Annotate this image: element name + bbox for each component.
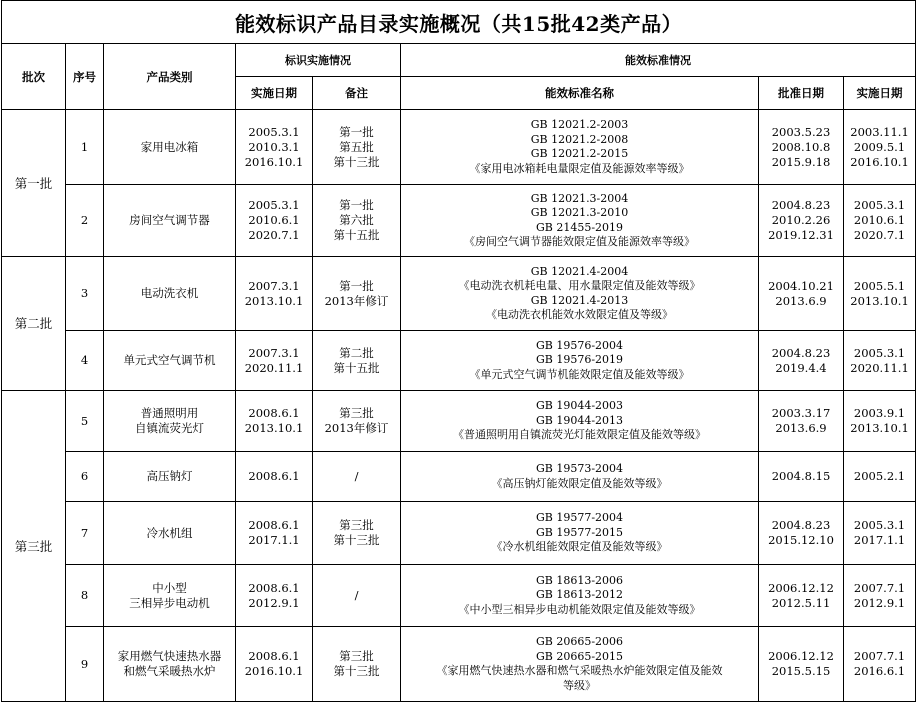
- cell-line: GB 19576-2019: [535, 353, 624, 367]
- cell-line: /: [354, 469, 359, 483]
- standard-name-cell: [401, 110, 759, 185]
- cell-line: 《中小型三相异步电动机能效限定值及能效等级》: [458, 602, 701, 616]
- std-impl-date-cell: [844, 257, 916, 331]
- cell-line: 2004.10.21: [768, 278, 834, 293]
- cell-line: 2004.8.15: [771, 469, 831, 483]
- approve-date-cell: [759, 565, 844, 627]
- cell-line: GB 19577-2004: [535, 511, 624, 525]
- cell-line: 第十三批: [333, 154, 380, 169]
- note-cell: [313, 452, 401, 502]
- cell-line: 《房间空气调节器能效限定值及能源效率等级》: [464, 235, 695, 248]
- cell-line: GB 19573-2004: [535, 462, 624, 475]
- standard-name-cell: [401, 185, 759, 257]
- header-batch: 批次: [2, 44, 66, 110]
- cell-line: GB 18613-2012: [535, 588, 624, 602]
- cell-line: 2004.8.23: [771, 345, 831, 360]
- approve-date-cell: [759, 391, 844, 452]
- cell-line: 2016.10.1: [244, 664, 304, 678]
- cell-line: 2012.9.1: [248, 595, 300, 610]
- seq-cell: 9: [66, 627, 104, 702]
- header-label-group: 标识实施情况: [236, 44, 401, 77]
- approve-date-cell: [759, 185, 844, 257]
- cell-line: GB 20665-2015: [535, 649, 624, 663]
- seq-cell: 4: [66, 331, 104, 391]
- cell-line: 2003.9.1: [853, 406, 906, 420]
- cell-line: 2005.5.1: [853, 278, 906, 293]
- cell-line: GB 18613-2006: [535, 573, 624, 587]
- standard-name-cell: [401, 391, 759, 452]
- cell-line: 2016.10.1: [244, 154, 304, 169]
- impl-date-cell: [236, 452, 313, 502]
- cell-line: 2010.2.26: [771, 213, 831, 227]
- standard-name-cell: [401, 565, 759, 627]
- cell-line: 2013.10.1: [850, 421, 909, 435]
- cell-line: GB 12021.4-2004: [530, 264, 629, 278]
- standard-name-cell: [401, 331, 759, 391]
- cell-line: 高压钠灯: [146, 469, 193, 483]
- product-cell: [104, 627, 236, 702]
- header-approve-date: 批准日期: [759, 77, 844, 110]
- cell-line: 第三批: [339, 649, 374, 663]
- approve-date-cell: [759, 257, 844, 331]
- seq-cell: 1: [66, 110, 104, 185]
- std-impl-date-cell: [844, 627, 916, 702]
- cell-line: GB 12021.4-2013: [530, 293, 629, 307]
- note-cell: [313, 331, 401, 391]
- cell-line: 2012.5.11: [771, 595, 831, 610]
- cell-line: GB 19044-2013: [535, 413, 624, 427]
- batch-cell: 第三批: [2, 391, 66, 702]
- note-cell: [313, 565, 401, 627]
- seq-cell: 2: [66, 185, 104, 257]
- impl-date-cell: [236, 391, 313, 452]
- cell-line: 《家用燃气快速热水器和燃气采暖热水炉能效限定值及能效: [436, 664, 723, 677]
- table-row: [2, 502, 916, 565]
- cell-line: 2005.3.1: [248, 198, 300, 212]
- product-cell: [104, 565, 236, 627]
- approve-date-cell: [759, 110, 844, 185]
- table-row: [2, 452, 916, 502]
- header-std-impl-date: 实施日期: [844, 77, 916, 110]
- cell-line: 第三批: [339, 518, 374, 532]
- cell-line: 2013.10.1: [850, 293, 909, 308]
- approve-date-cell: [759, 452, 844, 502]
- cell-line: 房间空气调节器: [129, 213, 210, 227]
- table-row: [2, 110, 916, 185]
- cell-line: 自镇流荧光灯: [135, 421, 204, 435]
- cell-line: 第十三批: [333, 533, 380, 547]
- cell-line: GB 20665-2006: [535, 635, 624, 648]
- table-title: 能效标识产品目录实施概况（共15批42类产品）: [2, 1, 916, 44]
- cell-line: /: [354, 588, 359, 602]
- cell-line: 家用电冰箱: [140, 139, 199, 154]
- product-cell: [104, 331, 236, 391]
- standard-name-cell: [401, 452, 759, 502]
- cell-line: GB 19044-2003: [535, 399, 624, 413]
- cell-line: 2008.10.8: [771, 139, 831, 154]
- impl-date-cell: [236, 627, 313, 702]
- note-cell: [313, 257, 401, 331]
- cell-line: 2004.8.23: [771, 518, 831, 532]
- cell-line: 第十五批: [333, 228, 380, 242]
- cell-line: 第三批: [339, 406, 374, 420]
- cell-line: 2003.5.23: [771, 124, 831, 139]
- cell-line: 2010.6.1: [853, 213, 906, 227]
- cell-line: 2020.7.1: [853, 228, 906, 242]
- cell-line: 2019.12.31: [768, 228, 834, 242]
- cell-line: 2008.6.1: [248, 649, 300, 663]
- table-row: [2, 565, 916, 627]
- seq-cell: 6: [66, 452, 104, 502]
- cell-line: 2017.1.1: [853, 533, 906, 547]
- cell-line: GB 12021.2-2003: [530, 118, 629, 131]
- cell-line: 《高压钠灯能效限定值及能效等级》: [491, 476, 668, 490]
- header-standard-group: 能效标准情况: [401, 44, 916, 77]
- cell-line: 第一批: [339, 278, 374, 293]
- impl-date-cell: [236, 565, 313, 627]
- cell-line: 2009.5.1: [853, 139, 906, 154]
- cell-line: 2005.2.1: [853, 469, 906, 483]
- std-impl-date-cell: [844, 502, 916, 565]
- approve-date-cell: [759, 331, 844, 391]
- table-row: [2, 391, 916, 452]
- cell-line: 2008.6.1: [248, 469, 300, 483]
- standard-name-cell: [401, 502, 759, 565]
- cell-line: 家用燃气快速热水器: [117, 649, 222, 663]
- standard-name-cell: [401, 257, 759, 331]
- cell-line: 2007.7.1: [853, 649, 906, 663]
- table-body: [2, 110, 916, 702]
- cell-line: 2013年修订: [324, 421, 389, 435]
- impl-date-cell: [236, 257, 313, 331]
- cell-line: 《电动洗衣机耗电量、用水量限定值及能效等级》: [458, 279, 701, 292]
- std-impl-date-cell: [844, 331, 916, 391]
- efficiency-label-table: [1, 0, 916, 702]
- cell-line: 《冷水机组能效限定值及能效等级》: [491, 540, 668, 554]
- table-row: [2, 257, 916, 331]
- product-cell: [104, 452, 236, 502]
- impl-date-cell: [236, 110, 313, 185]
- header-seq: 序号: [66, 44, 104, 110]
- cell-line: 2005.3.1: [248, 124, 300, 139]
- std-impl-date-cell: [844, 391, 916, 452]
- std-impl-date-cell: [844, 452, 916, 502]
- product-cell: [104, 502, 236, 565]
- product-cell: [104, 110, 236, 185]
- header-product: 产品类别: [104, 44, 236, 110]
- cell-line: 《电动洗衣机能效水效限定值及等级》: [486, 308, 673, 321]
- cell-line: 普通照明用: [140, 406, 199, 420]
- cell-line: 第十五批: [333, 360, 380, 375]
- std-impl-date-cell: [844, 565, 916, 627]
- cell-line: GB 19577-2015: [535, 525, 624, 539]
- cell-line: 《家用电冰箱耗电量限定值及能源效率等级》: [469, 161, 690, 175]
- cell-line: 《单元式空气调节机能效限定值及能效等级》: [469, 367, 690, 381]
- cell-line: 2015.5.15: [771, 664, 831, 678]
- cell-line: GB 19576-2004: [535, 338, 624, 352]
- cell-line: 第十三批: [333, 664, 380, 678]
- cell-line: 和燃气采暖热水炉: [123, 664, 216, 678]
- cell-line: 2004.8.23: [771, 198, 831, 212]
- cell-line: 2019.4.4: [775, 360, 827, 375]
- cell-line: 2006.12.12: [768, 649, 834, 663]
- cell-line: 第六批: [339, 213, 374, 227]
- cell-line: 等级》: [563, 678, 596, 692]
- cell-line: 2020.7.1: [248, 228, 300, 242]
- seq-cell: 5: [66, 391, 104, 452]
- table-row: [2, 627, 916, 702]
- cell-line: 2007.3.1: [248, 345, 300, 360]
- header-note: 备注: [313, 77, 401, 110]
- note-cell: [313, 185, 401, 257]
- cell-line: 第一批: [339, 198, 374, 212]
- note-cell: [313, 391, 401, 452]
- header-impl-date: 实施日期: [236, 77, 313, 110]
- cell-line: 2003.11.1: [850, 124, 909, 139]
- cell-line: 2008.6.1: [248, 406, 300, 420]
- cell-line: 2010.3.1: [248, 139, 300, 154]
- note-cell: [313, 502, 401, 565]
- std-impl-date-cell: [844, 185, 916, 257]
- cell-line: 2013.6.9: [775, 293, 827, 308]
- impl-date-cell: [236, 185, 313, 257]
- table-row: [2, 331, 916, 391]
- product-cell: [104, 185, 236, 257]
- std-impl-date-cell: [844, 110, 916, 185]
- product-cell: [104, 391, 236, 452]
- cell-line: 2015.9.18: [771, 154, 831, 169]
- cell-line: GB 12021.2-2015: [530, 147, 629, 160]
- cell-line: GB 12021.3-2004: [530, 191, 629, 205]
- seq-cell: 7: [66, 502, 104, 565]
- cell-line: 2003.3.17: [771, 406, 831, 420]
- cell-line: 2007.3.1: [248, 278, 300, 293]
- cell-line: 2008.6.1: [248, 518, 300, 532]
- cell-line: 2006.12.12: [768, 580, 834, 595]
- cell-line: 2013.6.9: [775, 421, 827, 435]
- cell-line: 2020.11.1: [244, 360, 304, 375]
- cell-line: GB 12021.2-2008: [530, 132, 629, 146]
- cell-line: 2005.3.1: [853, 518, 906, 532]
- approve-date-cell: [759, 627, 844, 702]
- cell-line: 2007.7.1: [853, 580, 906, 595]
- cell-line: 2005.3.1: [853, 345, 906, 360]
- cell-line: 第二批: [339, 345, 374, 360]
- header-std-name: 能效标准名称: [401, 77, 759, 110]
- cell-line: 冷水机组: [146, 525, 193, 540]
- standard-name-cell: [401, 627, 759, 702]
- cell-line: 2013.10.1: [244, 293, 304, 308]
- cell-line: 2016.10.1: [850, 154, 909, 169]
- seq-cell: 3: [66, 257, 104, 331]
- cell-line: 第一批: [339, 124, 374, 139]
- seq-cell: 8: [66, 565, 104, 627]
- cell-line: GB 12021.3-2010: [530, 206, 629, 219]
- cell-line: 2017.1.1: [248, 533, 300, 547]
- cell-line: 三相异步电动机: [129, 595, 210, 610]
- approve-date-cell: [759, 502, 844, 565]
- batch-cell: 第二批: [2, 257, 66, 391]
- impl-date-cell: [236, 502, 313, 565]
- batch-cell: 第一批: [2, 110, 66, 257]
- cell-line: 2020.11.1: [850, 360, 909, 375]
- cell-line: 2013年修订: [324, 293, 389, 308]
- cell-line: 单元式空气调节机: [123, 353, 216, 367]
- cell-line: 2015.12.10: [768, 533, 834, 547]
- table-row: [2, 185, 916, 257]
- cell-line: 2010.6.1: [248, 213, 300, 227]
- note-cell: [313, 627, 401, 702]
- cell-line: 《普通照明用自镇流荧光灯能效限定值及能效等级》: [453, 428, 706, 442]
- cell-line: 电动洗衣机: [140, 286, 199, 300]
- cell-line: 2016.6.1: [853, 664, 906, 678]
- cell-line: 中小型: [152, 580, 187, 595]
- cell-line: GB 21455-2019: [535, 220, 624, 234]
- cell-line: 2012.9.1: [853, 595, 906, 610]
- cell-line: 2008.6.1: [248, 580, 300, 595]
- cell-line: 2013.10.1: [244, 421, 304, 435]
- cell-line: 第五批: [339, 139, 374, 154]
- note-cell: [313, 110, 401, 185]
- cell-line: 2005.3.1: [853, 198, 906, 212]
- impl-date-cell: [236, 331, 313, 391]
- product-cell: [104, 257, 236, 331]
